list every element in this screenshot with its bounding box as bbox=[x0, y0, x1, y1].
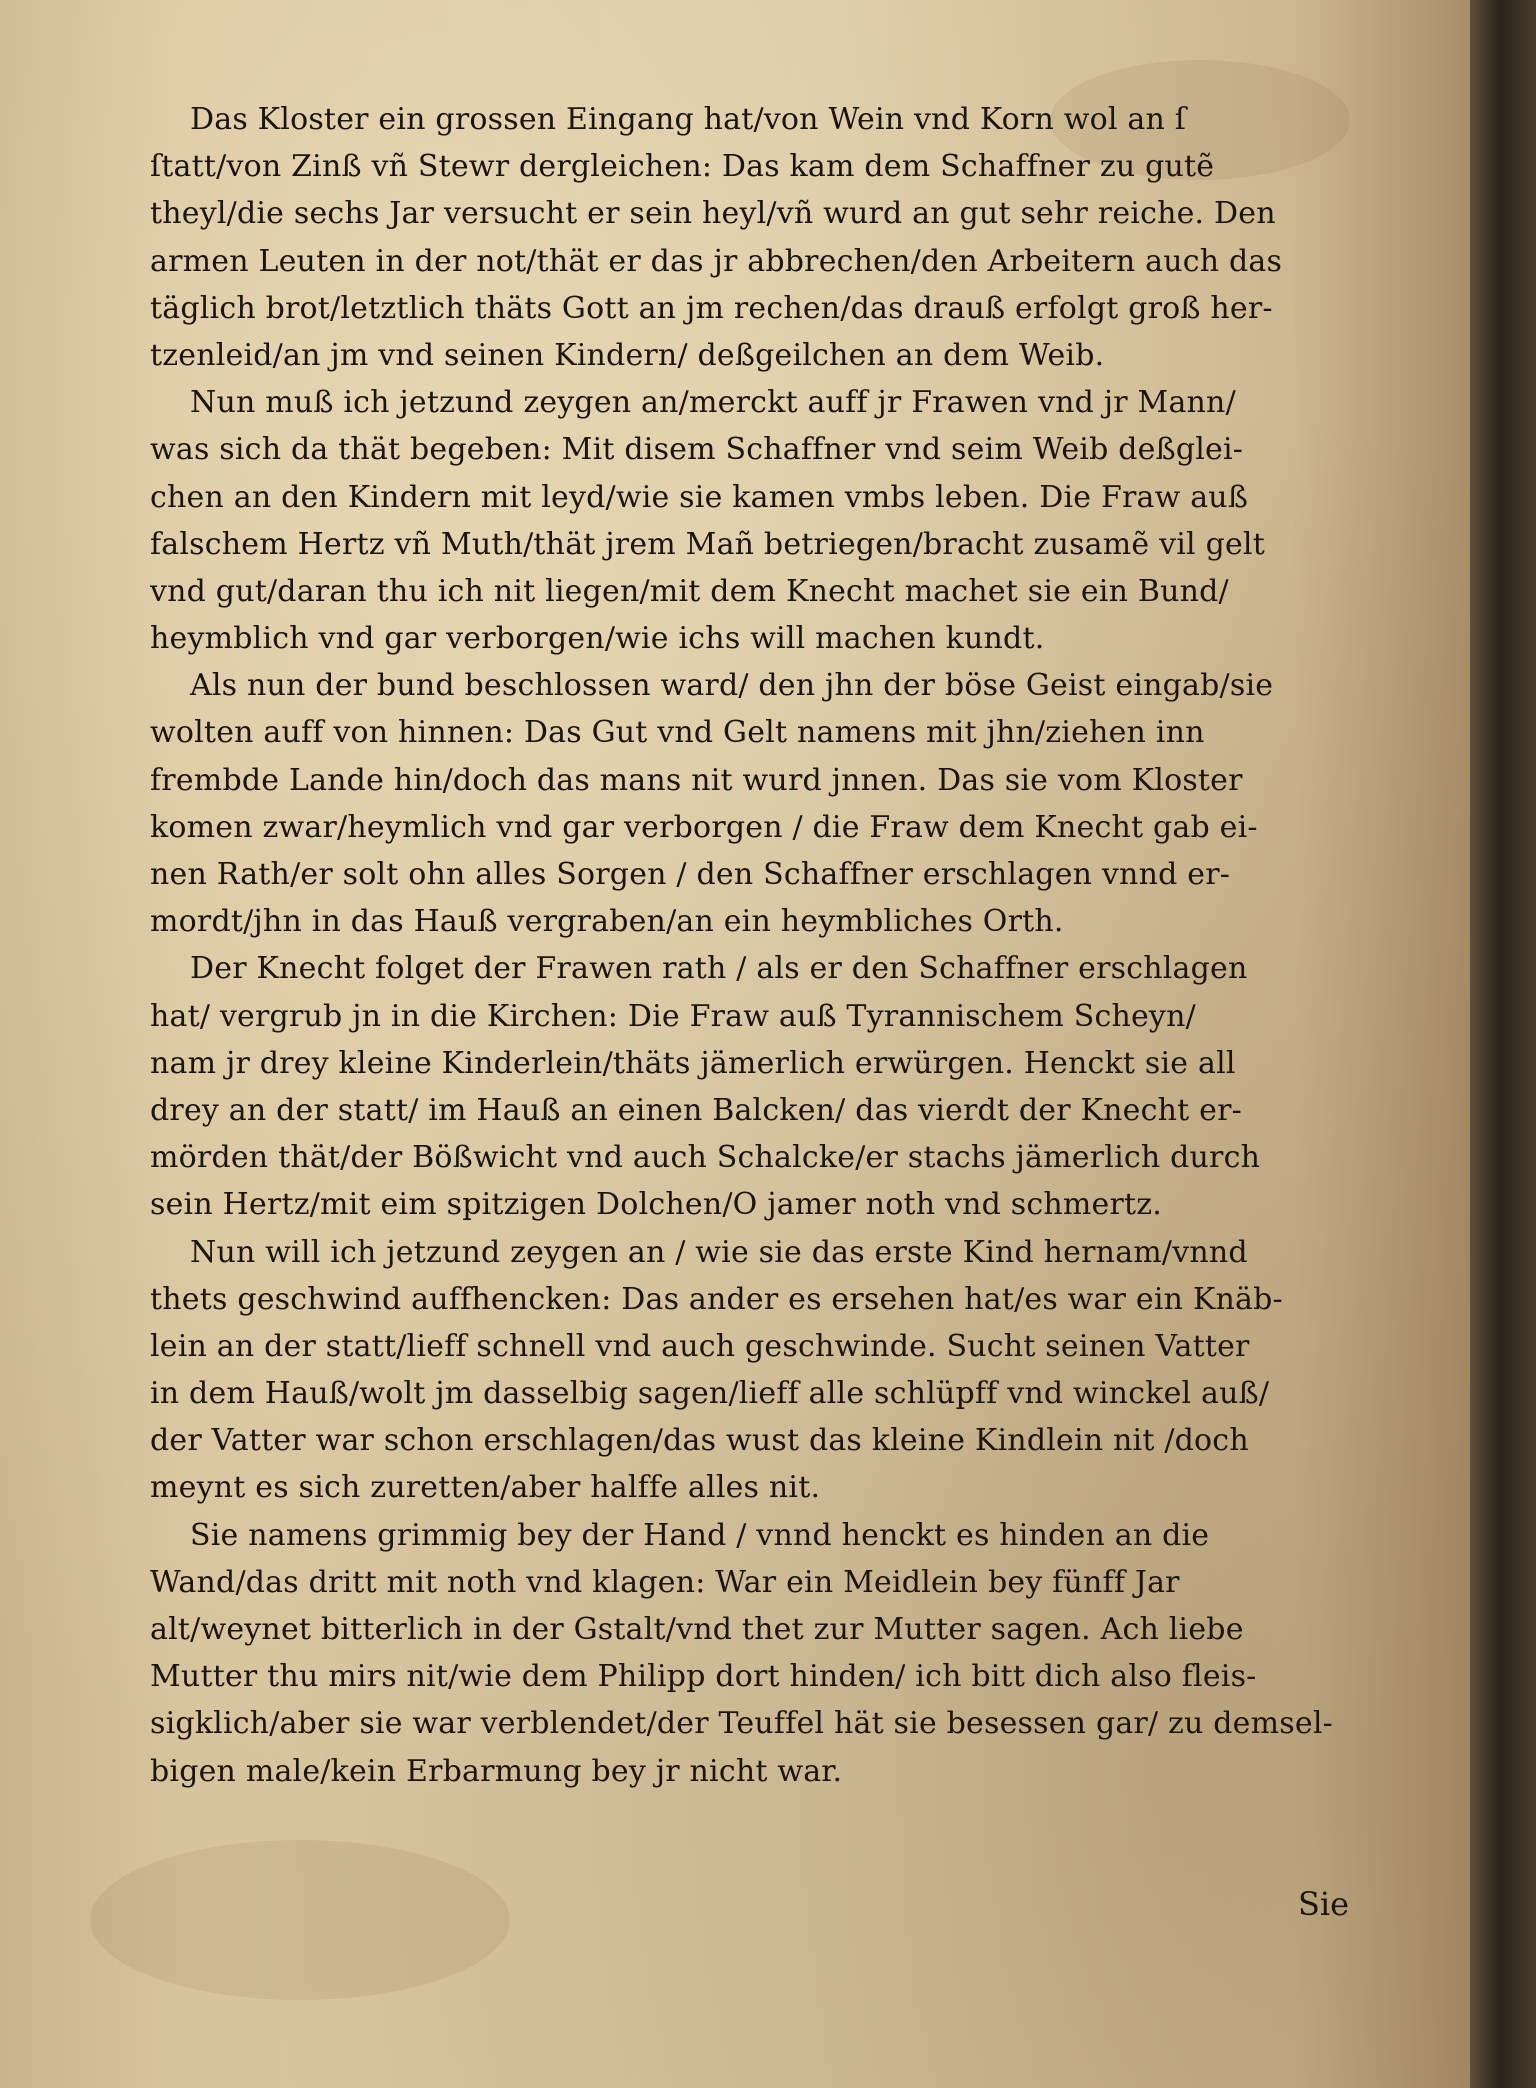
text-line: tzenleid/an jm vnd seinen Kindern/ deßgeilchen an dem Weib. bbox=[150, 337, 1105, 373]
text-line: theyl/die sechs Jar versucht er sein heyl/vñ wurd an gut sehr reiche. Den bbox=[150, 196, 1276, 232]
text-line: ſtatt/von Zinß vñ Stewr dergleichen: Das kam dem Schaffner zu gutẽ bbox=[150, 149, 1215, 185]
text-line: in dem Hauß/wolt jm dasselbig sagen/lieff alle schlüpff vnd winckel auß/ bbox=[150, 1376, 1270, 1412]
paper-stain bbox=[90, 1840, 510, 2000]
text-line: nam jr drey kleine Kinderlein/thäts jämerlich erwürgen. Henckt sie all bbox=[150, 1045, 1236, 1081]
text-line: Als nun der bund beschlossen ward/ den jhn der böse Geist eingab/sie bbox=[190, 668, 1274, 704]
text-line: Das Kloster ein grossen Eingang hat/von Wein vnd Korn wol an ſ bbox=[190, 102, 1187, 137]
body-text bbox=[150, 96, 1380, 1795]
paragraph-3 bbox=[150, 662, 1380, 945]
text-line: alt/weynet bitterlich in der Gstalt/vnd thet zur Mutter sagen. Ach liebe bbox=[150, 1612, 1244, 1647]
text-line: Sie namens grimmig bey der Hand / vnnd henckt es hinden an die bbox=[190, 1517, 1210, 1553]
text-line: bigen male/kein Erbarmung bey jr nicht war. bbox=[150, 1753, 843, 1789]
text-line: sein Hertz/mit eim spitzigen Dolchen/O jamer noth vnd schmertz. bbox=[150, 1187, 1163, 1223]
paragraph-6 bbox=[150, 1512, 1380, 1795]
text-line: mörden thät/der Bößwicht vnd auch Schalcke/er stachs jämerlich durch bbox=[150, 1140, 1261, 1176]
text-line: mordt/jhn in das Hauß vergraben/an ein heymbliches Orth. bbox=[150, 904, 1064, 940]
text-line: täglich brot/letztlich thäts Gott an jm rechen/das drauß erfolgt groß her- bbox=[150, 290, 1273, 326]
catchword: Sie bbox=[1298, 1885, 1350, 1923]
text-line: chen an den Kindern mit leyd/wie sie kamen vmbs leben. Die Fraw auß bbox=[150, 479, 1249, 515]
text-line: hat/ vergrub jn in die Kirchen: Die Fraw auß Tyrannischem Scheyn/ bbox=[150, 998, 1196, 1034]
text-line: sigklich/aber sie war verblendet/der Teuffel hät sie besessen gar/ zu demsel- bbox=[150, 1706, 1333, 1742]
text-line: falschem Hertz vñ Muth/thät jrem Mañ betriegen/bracht zusamẽ vil gelt bbox=[150, 526, 1265, 562]
text-line: vnd gut/daran thu ich nit liegen/mit dem Knecht machet sie ein Bund/ bbox=[150, 573, 1229, 609]
text-line: frembde Lande hin/doch das mans nit wurd jnnen. Das sie vom Kloster bbox=[150, 762, 1243, 798]
paragraph-2 bbox=[150, 379, 1380, 662]
text-line: wolten auff von hinnen: Das Gut vnd Gelt namens mit jhn/ziehen inn bbox=[150, 715, 1205, 751]
text-line: meynt es sich zuretten/aber halffe alles nit. bbox=[150, 1470, 821, 1506]
text-line: Mutter thu mirs nit/wie dem Philipp dort hinden/ ich bitt dich also fleis- bbox=[150, 1659, 1257, 1695]
text-line: Nun muß ich jetzund zeygen an/merckt auff jr Frawen vnd jr Mann/ bbox=[190, 385, 1236, 421]
paragraph-4 bbox=[150, 945, 1380, 1228]
text-line: drey an der statt/ im Hauß an einen Balcken/ das vierdt der Knecht er- bbox=[150, 1092, 1242, 1128]
text-line: Der Knecht folget der Frawen rath / als er den Schaffner erschlagen bbox=[190, 951, 1248, 987]
text-line: Nun will ich jetzund zeygen an / wie sie das erste Kind hernam/vnnd bbox=[190, 1234, 1248, 1270]
book-edge bbox=[1470, 0, 1536, 2088]
paragraph-5 bbox=[150, 1229, 1380, 1512]
text-line: komen zwar/heymlich vnd gar verborgen / die Fraw dem Knecht gab ei- bbox=[150, 809, 1258, 845]
paragraph-1 bbox=[150, 96, 1380, 379]
text-line: was sich da thät begeben: Mit disem Schaffner vnd seim Weib deßglei- bbox=[150, 432, 1244, 468]
text-line: der Vatter war schon erschlagen/das wust das kleine Kindlein nit /doch bbox=[150, 1423, 1249, 1459]
text-line: thets geschwind auffhencken: Das ander es ersehen hat/es war ein Knäb- bbox=[150, 1281, 1283, 1317]
text-line: armen Leuten in der not/thät er das jr abbrechen/den Arbeitern auch das bbox=[150, 243, 1283, 279]
text-line: lein an der statt/lieff schnell vnd auch geschwinde. Sucht seinen Vatter bbox=[150, 1328, 1250, 1364]
text-line: nen Rath/er solt ohn alles Sorgen / den Schaffner erschlagen vnnd er- bbox=[150, 857, 1231, 892]
text-line: heymblich vnd gar verborgen/wie ichs will machen kundt. bbox=[150, 621, 1045, 657]
text-line: Wand/das dritt mit noth vnd klagen: War ein Meidlein bey fünff Jar bbox=[150, 1564, 1180, 1600]
